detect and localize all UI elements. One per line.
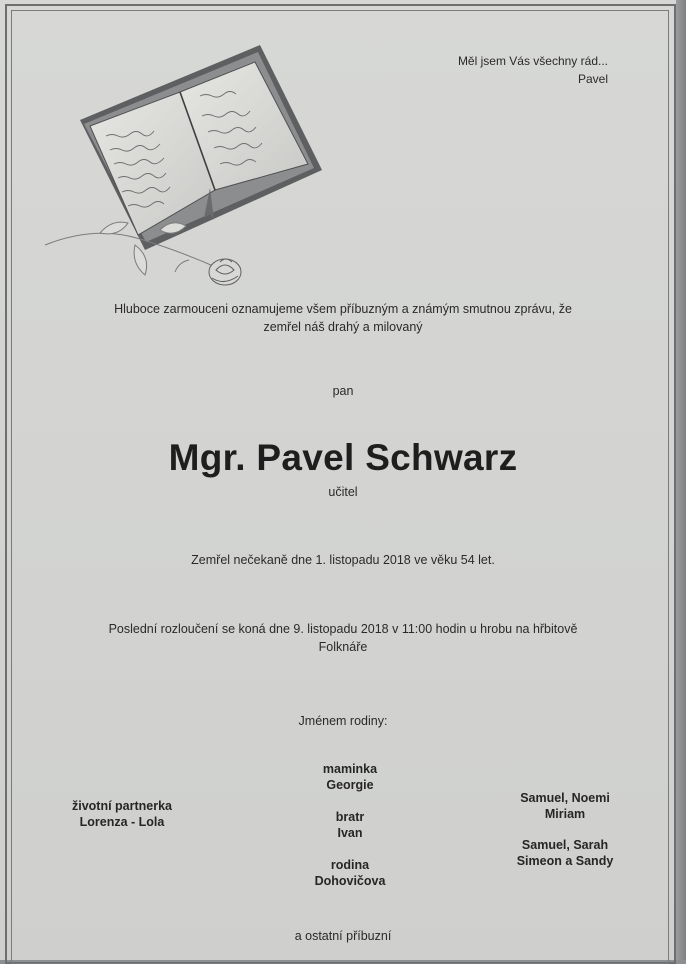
signer-line: Samuel, Noemi [520, 791, 610, 805]
signer-mother [290, 761, 410, 793]
death-notice: Zemřel nečekaně dne 1. listopadu 2018 ve věku 54 let. [191, 553, 495, 567]
intro-line-2: zemřel náš drahý a milovaný [263, 320, 423, 334]
signer-children-2 [500, 837, 630, 869]
page-edge [676, 0, 686, 960]
farewell-line-1: Poslední rozloučení se koná dne 9. listopadu 2018 v 11:00 hodin u hrobu na hřbitově [108, 622, 578, 636]
honorific: pan [332, 384, 354, 398]
signer-family [290, 857, 410, 889]
profession: učitel [328, 485, 358, 499]
signer-line: Simeon a Sandy [516, 854, 614, 868]
signer-brother [290, 809, 410, 841]
farewell-notice [0, 620, 686, 656]
signer-role: životní partnerka [71, 799, 173, 813]
signer-names: Ivan [337, 826, 363, 840]
signer-role: maminka [322, 762, 378, 776]
family-heading: Jménem rodiny: [298, 714, 388, 728]
farewell-line-2: Folknáře [318, 640, 368, 654]
signer-line: Samuel, Sarah [521, 838, 609, 852]
signer-names: Dohovičova [314, 874, 386, 888]
signer-line: Miriam [544, 807, 586, 821]
open-book-with-rose-icon [40, 40, 330, 290]
intro-line-1: Hluboce zarmouceni oznamujeme všem příbuzným a známým smutnou zprávu, že [114, 302, 572, 316]
motto-signature: Pavel [577, 72, 608, 86]
signer-partner [62, 798, 182, 830]
announcement-intro [0, 300, 686, 336]
signer-role: bratr [335, 810, 365, 824]
other-relatives: a ostatní příbuzní [294, 929, 392, 943]
signer-names: Georgie [326, 778, 374, 792]
signer-names: Lorenza - Lola [79, 815, 165, 829]
signer-children-1 [500, 790, 630, 822]
motto [458, 52, 608, 88]
signer-role: rodina [330, 858, 370, 872]
deceased-name: Mgr. Pavel Schwarz [168, 437, 518, 478]
motto-line: Měl jsem Vás všechny rád... [457, 54, 608, 68]
